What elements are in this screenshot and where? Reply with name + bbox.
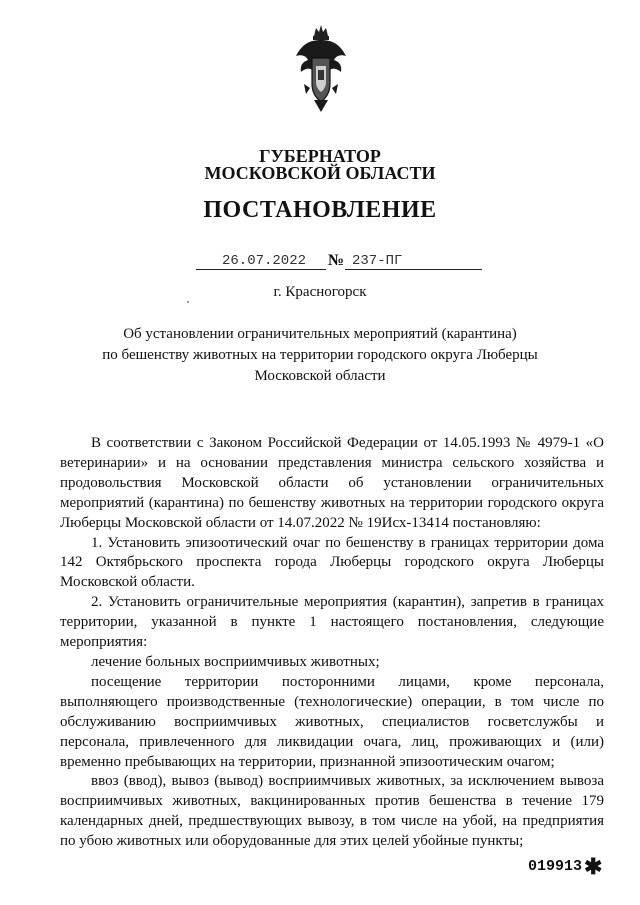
document-number: 237-ПГ — [352, 253, 403, 269]
document-city: г. Красногорск — [273, 284, 367, 300]
moscow-region-coat-of-arms-icon — [292, 22, 350, 116]
issuer-title-line1: ГУБЕРНАТОР — [259, 146, 381, 166]
subject-line1: Об установлении ограничительных мероприятий (карантина) — [123, 326, 517, 342]
subject-line3: Московской области — [254, 368, 386, 384]
date-underline — [196, 269, 326, 270]
clause-2: 2. Установить ограничительные мероприятия (карантин), запретив в границах территории, указанной в пункте 1 настоящего постановления, следующие мероприятия: — [60, 594, 604, 651]
number-underline — [345, 269, 482, 270]
asterisk-mark: ✱ — [584, 854, 603, 879]
restriction-1: лечение больных восприимчивых животных; — [91, 653, 380, 670]
number-sign: № — [328, 252, 345, 269]
restriction-2: посещение территории посторонними лицами, кроме персонала, выполняющего производственные (технологические) операции, в том числе по обслуживанию восприимчивых животных, специалистов госветслужбы и персонала, привлеченного для ликвидации очага, лиц, проживающих и (или) временно пребывающих на территории, признанной эпизоотическим очагом; — [60, 673, 604, 770]
serial-number: 019913 — [528, 858, 583, 875]
document-body — [60, 434, 604, 852]
restriction-3: ввоз (ввод), вывоз (вывод) восприимчивых животных, за исключением вывоза восприимчивых животных, вакцинированных против бешенства в течение 179 календарных дней, предшествующих вывозу, в том числе на убой, на предприятия по убою животных или оборудованные для этих целей убойные пункты; — [60, 773, 604, 850]
document-type-title: ПОСТАНОВЛЕНИЕ — [203, 197, 437, 223]
preamble-paragraph: В соответствии с Законом Российской Федерации от 14.05.1993 № 4979-1 «О ветеринарии» и на основании представления министра сельского хозяйства и продовольствия Московской области об установлении ограничительных мероприятий (карантина) по бешенству животных на территории городского округа Люберцы Московской области от 14.07.2022 № 19Исх-13414 постановляю: — [60, 435, 604, 531]
date-number-line — [0, 253, 640, 273]
clause-1: 1. Установить эпизоотический очаг по бешенству в границах территории дома 142 Октябрьского проспекта города Люберцы городского округа Люберцы Московской области. — [60, 534, 604, 591]
scan-speck — [187, 301, 189, 303]
issuer-title-line2: МОСКОВСКОЙ ОБЛАСТИ — [204, 163, 436, 183]
subject-line2: по бешенству животных на территории городского округа Люберцы — [102, 347, 538, 363]
document-date: 26.07.2022 — [222, 253, 307, 269]
